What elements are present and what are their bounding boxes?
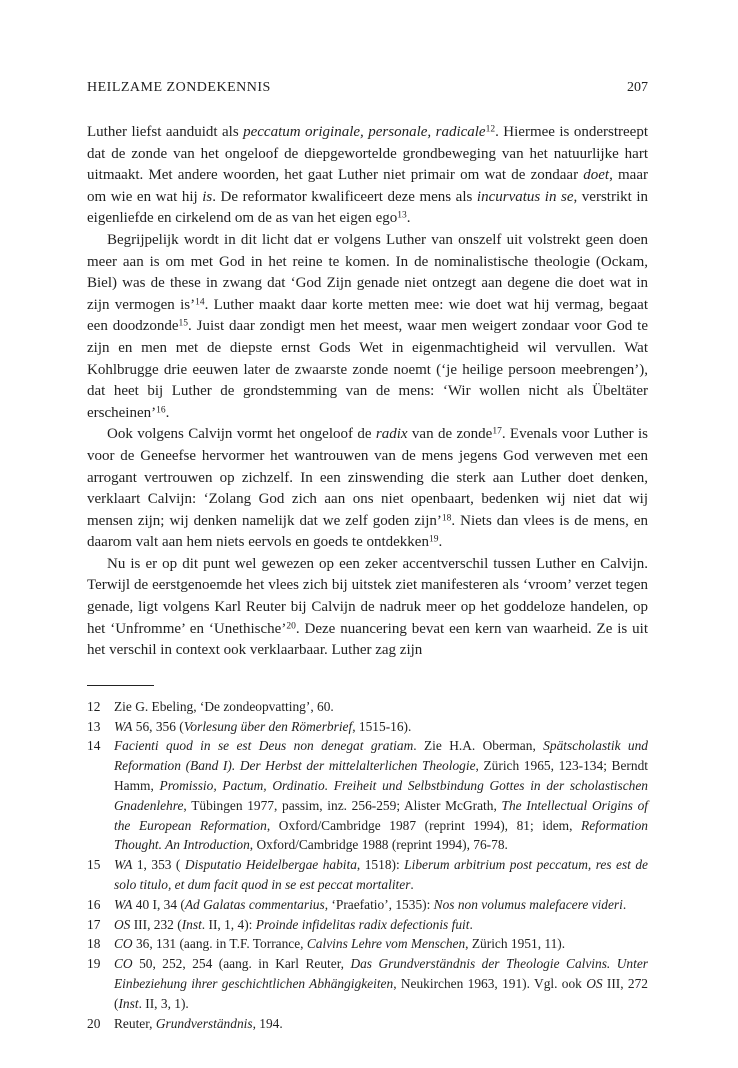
footnote xyxy=(87,736,648,855)
italic-text-run: WA xyxy=(114,857,133,873)
footnote-ref: 12 xyxy=(485,124,496,135)
italic-text-run: peccatum originale, personale, radicale xyxy=(243,124,486,140)
text-run: 36, 131 (aang. in T.F. Torrance, xyxy=(132,936,307,952)
text-run: , ‘Praefatio’, 1535): xyxy=(324,896,434,912)
footnote-number: 18 xyxy=(87,936,101,952)
text-run: , Zürich 1951, 11). xyxy=(465,936,566,952)
footnote-ref: 15 xyxy=(178,318,189,329)
italic-text-run: Das Grundverständnis der Theologie Calvins. Unter Einbeziehung ihrer geschichtlichen Abhängigkeiten xyxy=(114,956,648,991)
text-run: , Zürich 1965, 123-134; Berndt Hamm, xyxy=(114,758,648,794)
text-run: . Zie H.A. Oberman, xyxy=(413,738,544,754)
footnote-number: 15 xyxy=(87,857,101,873)
text-run: , 1515-16). xyxy=(352,718,412,734)
italic-text-run: Liberum arbitrium post peccatum, res est de solo titulo, et dum facit quod in se est peccat mortaliter xyxy=(114,857,648,893)
footnote-number: 14 xyxy=(87,738,101,754)
footnote-ref: 13 xyxy=(397,210,407,221)
footnote-number: 20 xyxy=(87,1015,101,1031)
paragraph xyxy=(87,554,648,662)
text-run: , Tübingen 1977, passim, inz. 256-259; Alister McGrath, xyxy=(183,797,502,813)
text-run: 56, 356 ( xyxy=(132,718,184,734)
footnote-number: 12 xyxy=(87,698,101,714)
italic-text-run: incurvatus in se xyxy=(476,188,574,205)
text-run: . De reformator kwalificeert deze mens als xyxy=(212,188,477,205)
text-run: . Niets dan vlees is de mens, en daarom valt aan hem niets eervols en goeds te ontdekken xyxy=(87,512,649,551)
footnote xyxy=(87,1014,648,1034)
footnote-number: 17 xyxy=(87,916,101,932)
footnote-text xyxy=(114,717,648,737)
footnote-ref: 20 xyxy=(286,621,296,632)
italic-text-run: radix xyxy=(375,426,408,443)
text-run: . Hiermee is onderstreept dat de zonde van het ongeloof de diepgewortelde grondbeweging van het natuurlijke hart uitmaakt. Met andere woorden, het gaat Luther niet primair om wat de zondaar xyxy=(87,124,648,184)
running-head xyxy=(87,80,648,96)
text-run: . Evenals voor Luther is voor de Geneefse hervormer het wantrouwen van de mens jegens God verweven met een arrogant vertrouwen op zichzelf. In een zinswending die sterk aan Luther doet denken, verklaart Calvijn: ‘Zolang God zich aan ons niet openbaart, bedenken wij niet dat wij mensen zijn; wij denken namelijk dat we zelf goden zijn’ xyxy=(87,426,649,529)
footnote-ref: 17 xyxy=(492,426,502,437)
italic-text-run: Vorlesung über den Römerbrief xyxy=(183,718,353,734)
footnote-text xyxy=(114,736,648,855)
italic-text-run: Inst xyxy=(181,916,202,932)
text-run: Nu is er op dit punt wel gewezen op een zeker accentverschil tussen Luther en Calvijn. Terwijl de eerstgenoemde het vlees zich bij uitstek ziet manifesteren als ‘vroom’ verzet tegen genade, ligt volgens Karl Reuter bij Calvijn de nadruk meer op het goddeloze handelen, op het ‘Unfromme’ en ‘Unethische’ xyxy=(87,555,648,637)
text-run: Begrijpelijk wordt in dit licht dat er volgens Luther van onszelf uit volstrekt geen doen meer aan is om met God in het reine te komen. In de nominalistische theologie (Ockam, Biel) was de these in zwang dat ‘God Zijn genade niet ontzegt aan degene die doet wat in zijn vermogen is’ xyxy=(87,231,648,313)
footnote-text xyxy=(114,697,648,717)
footnote-ref: 18 xyxy=(441,513,452,524)
text-run: . xyxy=(438,534,443,551)
text-run: Ook volgens Calvijn vormt het ongeloof de xyxy=(107,426,376,443)
italic-text-run: The Intellectual Origins of the European Reformation xyxy=(114,797,648,833)
footnote xyxy=(87,915,648,935)
footnote-number: 13 xyxy=(87,718,101,734)
footnote xyxy=(87,717,648,737)
text-run: , Oxford/Cambridge 1987 (reprint 1994), 81; idem, xyxy=(266,817,582,833)
italic-text-run: doet xyxy=(583,167,610,184)
text-run: 1, 353 ( xyxy=(132,857,185,873)
page-number: 207 xyxy=(627,80,648,95)
footnote-text xyxy=(114,934,648,954)
italic-text-run: CO xyxy=(114,936,133,952)
footnote-ref: 14 xyxy=(195,297,205,308)
text-run: . II, 1, 4): xyxy=(201,916,256,932)
paragraph xyxy=(87,424,648,554)
text-run: Zie G. Ebeling, ‘De zondeopvatting’, 60. xyxy=(114,698,334,714)
italic-text-run: OS xyxy=(586,976,603,991)
footnote-text xyxy=(114,1014,648,1034)
text-run: . xyxy=(406,210,411,227)
footnote-number: 19 xyxy=(87,956,101,972)
italic-text-run: Spätscholastik und Reformation (Band I). Der Herbst der mittelalterlichen Theologie xyxy=(114,738,648,774)
italic-text-run: Promissio, Pactum, Ordinatio. Freiheit und Selbstbindung Gottes in der scholastischen Gnadenlehre xyxy=(114,778,648,813)
text-run: . xyxy=(622,896,627,912)
footnote xyxy=(87,855,648,895)
italic-text-run: Grundverständnis xyxy=(155,1015,253,1031)
footnote xyxy=(87,954,648,1013)
italic-text-run: Facienti quod in se est Deus non denegat gratiam xyxy=(114,738,414,754)
text-run: . xyxy=(165,404,170,421)
text-run: , 1518): xyxy=(356,857,405,873)
text-run: . Luther maakt daar korte metten mee: wie doet wat hij vermag, begaat een doodzonde xyxy=(87,296,648,335)
footnotes-section xyxy=(87,697,648,1034)
text-run: . xyxy=(410,877,414,893)
italic-text-run: Disputatio Heidelbergae habita xyxy=(184,857,357,873)
text-run: 40 I, 34 ( xyxy=(132,896,185,912)
footnote-text xyxy=(114,855,648,895)
italic-text-run: Nos non volumus malefacere videri xyxy=(433,896,623,912)
text-run: . Deze nuancering bevat een kern van waarheid. Ze is uit het verschil in context ook verklaarbaar. Luther zag zijn xyxy=(87,620,648,659)
italic-text-run: is xyxy=(202,188,213,205)
text-run: van de zonde xyxy=(407,426,493,443)
footnote-text xyxy=(114,954,648,1013)
text-run: . Juist daar zondigt men het meest, waar men weigert zondaar voor God te zijn en men met de diepste ernst Gods Wet in eigenmachtigheid wil vervullen. Wat Kohlbrugge drie eeuwen later de zwaarste zonde noemt (‘je heilige persoon meebrengen’), dat heet bij Luther de grondstemming van de mens: ‘Wir wollen nicht als Übeltäter erscheinen’ xyxy=(87,318,648,421)
footnote-ref: 19 xyxy=(428,534,439,545)
footnote xyxy=(87,934,648,954)
footnote-text xyxy=(114,895,648,915)
text-run: Reuter, xyxy=(114,1015,156,1031)
text-run: , verstrikt in eigenliefde en cirkelend om de as van het eigen ego xyxy=(87,188,649,227)
italic-text-run: OS xyxy=(114,916,131,932)
paragraph xyxy=(87,230,648,424)
footnote-number: 16 xyxy=(87,896,101,912)
footnote-text xyxy=(114,915,648,935)
text-run: 50, 252, 254 (aang. in Karl Reuter, xyxy=(132,956,351,972)
text-run: . xyxy=(469,916,473,932)
italic-text-run: WA xyxy=(114,718,133,734)
italic-text-run: WA xyxy=(114,896,133,912)
italic-text-run: Proinde infidelitas radix defectionis fuit xyxy=(255,916,470,932)
text-run: , maar om wie en wat hij xyxy=(87,167,648,205)
footnote-separator-rule xyxy=(87,685,154,686)
text-run: Luther liefst aanduidt als xyxy=(87,124,244,140)
footnote xyxy=(87,895,648,915)
italic-text-run: Calvins Lehre vom Menschen xyxy=(306,936,466,952)
italic-text-run: CO xyxy=(114,956,133,972)
italic-text-run: Inst xyxy=(118,995,139,1011)
text-run: , Neukirchen 1963, 191). Vgl. ook xyxy=(393,976,587,991)
text-run: III, 232 ( xyxy=(130,916,182,932)
paragraph xyxy=(87,122,648,230)
text-run: , 194. xyxy=(252,1015,283,1031)
text-run: . II, 3, 1). xyxy=(138,995,189,1011)
italic-text-run: Reformation Thought. An Introduction xyxy=(114,817,648,853)
body-text xyxy=(87,122,648,662)
italic-text-run: Ad Galatas commentarius xyxy=(184,896,325,912)
footnote-ref: 16 xyxy=(156,405,166,416)
text-run: , Oxford/Cambridge 1988 (reprint 1994), 76-78. xyxy=(249,837,508,853)
running-title: HEILZAME ZONDEKENNIS xyxy=(87,80,271,95)
text-run: III, 272 ( xyxy=(114,976,648,1011)
footnote xyxy=(87,697,648,717)
